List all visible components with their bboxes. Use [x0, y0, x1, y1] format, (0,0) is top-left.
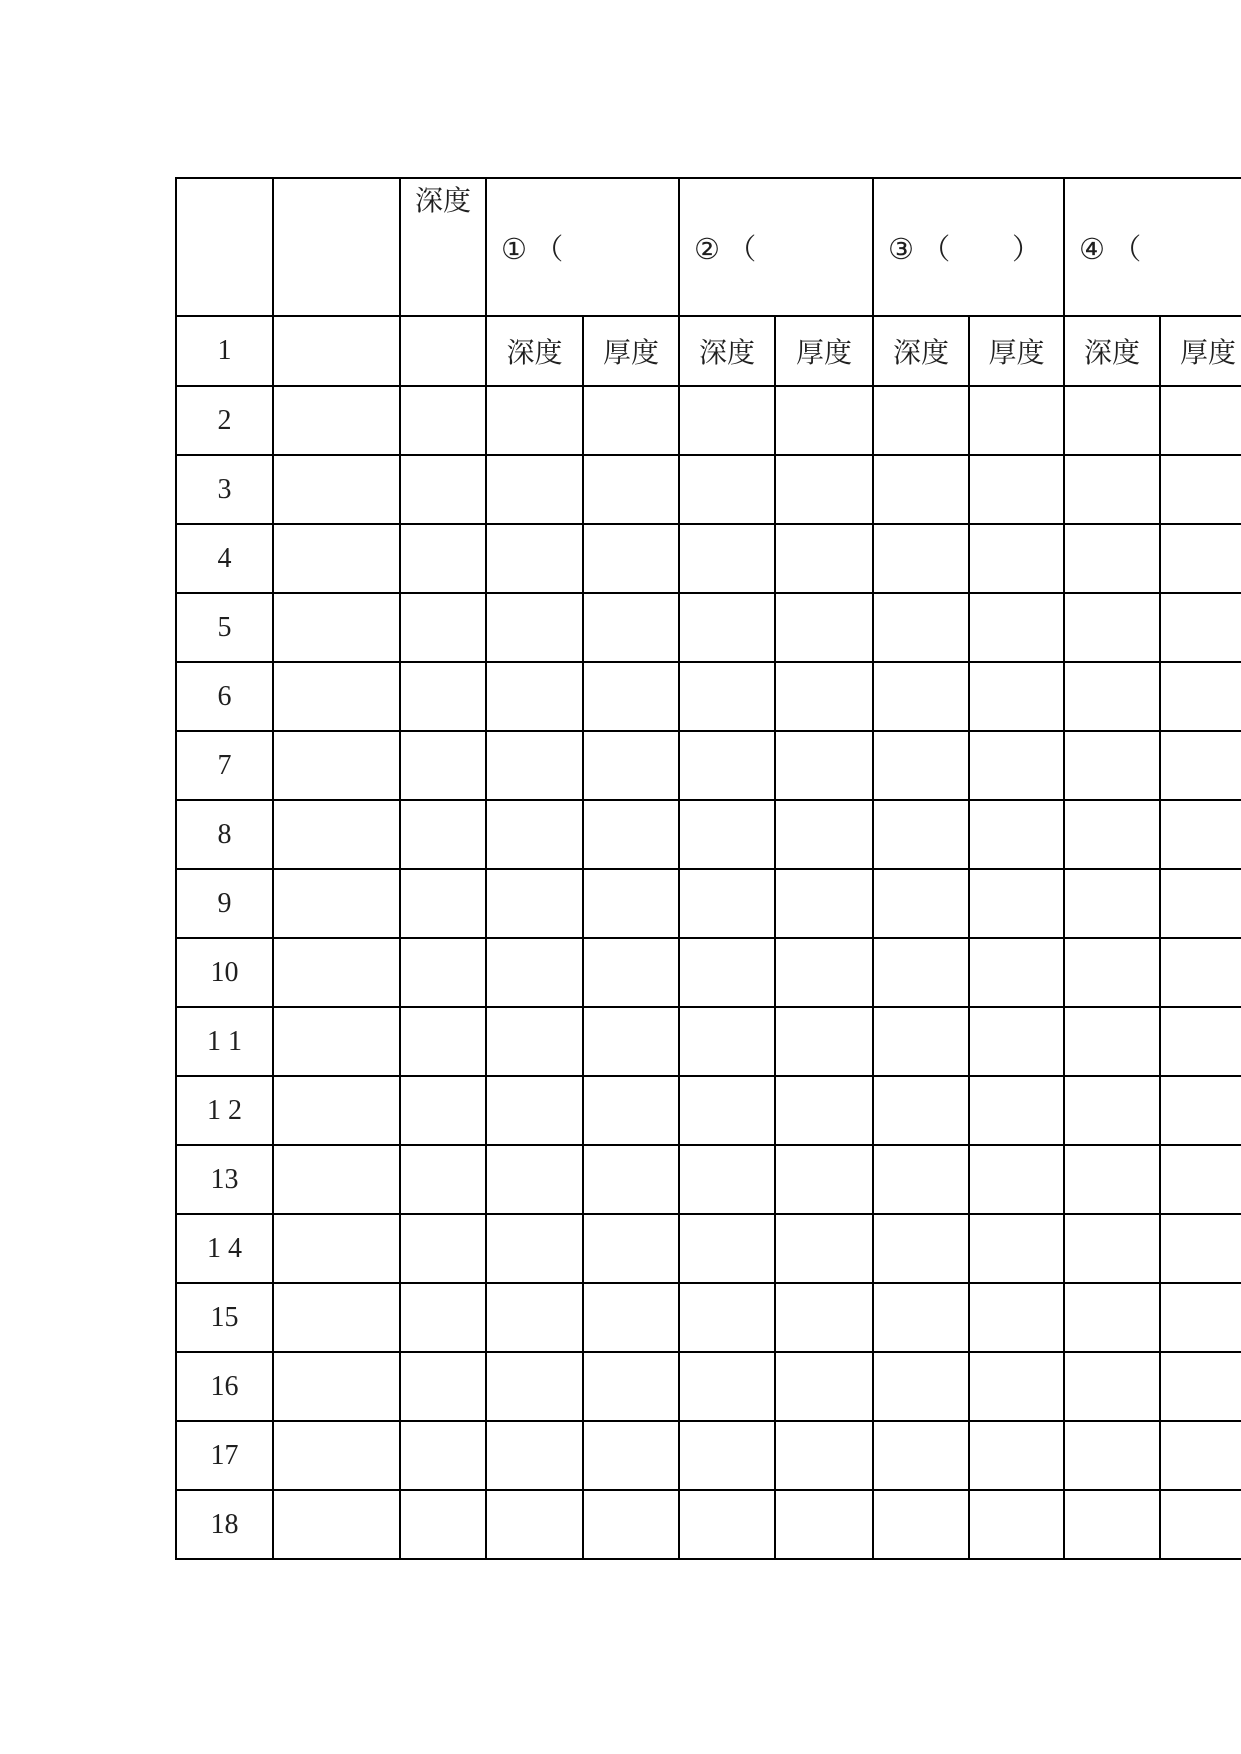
group-2-label: ② （ [694, 233, 757, 266]
table-row [176, 455, 1241, 524]
empty-cell [1064, 800, 1160, 869]
empty-cell [873, 731, 969, 800]
empty-cell [273, 1490, 400, 1559]
table-row [176, 1490, 1241, 1559]
empty-cell [873, 386, 969, 455]
table-row [176, 1421, 1241, 1490]
row-number-cell: 7 [176, 731, 273, 800]
empty-cell [273, 524, 400, 593]
empty-cell [486, 1283, 583, 1352]
empty-cell [679, 1283, 775, 1352]
empty-cell [1064, 524, 1160, 593]
empty-cell [273, 386, 400, 455]
empty-cell [1160, 1421, 1241, 1490]
empty-cell [400, 593, 486, 662]
empty-cell [873, 1283, 969, 1352]
empty-cell [1160, 593, 1241, 662]
table-body [176, 386, 1241, 1559]
empty-cell [273, 800, 400, 869]
subheader-depth-2: 深度 [679, 316, 775, 386]
table-row [176, 1352, 1241, 1421]
empty-cell [486, 1007, 583, 1076]
empty-cell [969, 593, 1064, 662]
empty-cell [679, 938, 775, 1007]
empty-cell [679, 1214, 775, 1283]
depth-thickness-table [175, 177, 1241, 1560]
row-number-cell: 5 [176, 593, 273, 662]
table-row [176, 1214, 1241, 1283]
empty-cell [1064, 1352, 1160, 1421]
empty-cell [1064, 869, 1160, 938]
empty-cell [583, 869, 679, 938]
table-row [176, 1145, 1241, 1214]
empty-cell [1160, 1490, 1241, 1559]
table-row [176, 731, 1241, 800]
row-number-cell: 6 [176, 662, 273, 731]
group-1-label: ① （ [501, 233, 564, 266]
empty-cell [400, 1214, 486, 1283]
empty-cell [873, 1214, 969, 1283]
empty-cell [486, 524, 583, 593]
empty-cell [583, 662, 679, 731]
row-number-cell: 1 2 [176, 1076, 273, 1145]
empty-cell [775, 800, 873, 869]
header-group-4 [1064, 178, 1241, 316]
empty-cell [969, 1007, 1064, 1076]
empty-cell [969, 1421, 1064, 1490]
row-number-cell: 1 1 [176, 1007, 273, 1076]
empty-cell [775, 386, 873, 455]
empty-cell [400, 524, 486, 593]
empty-cell [583, 1352, 679, 1421]
empty-cell [1064, 1421, 1160, 1490]
empty-cell [969, 455, 1064, 524]
group-4-label: ④ （ [1079, 233, 1142, 266]
empty-cell [775, 455, 873, 524]
empty-cell [775, 1421, 873, 1490]
empty-cell [679, 455, 775, 524]
row-number-cell: 15 [176, 1283, 273, 1352]
table-row [176, 1007, 1241, 1076]
empty-cell [583, 1421, 679, 1490]
empty-cell [679, 800, 775, 869]
empty-cell [679, 1421, 775, 1490]
empty-cell [1160, 1145, 1241, 1214]
row-number-cell: 16 [176, 1352, 273, 1421]
empty-cell [969, 662, 1064, 731]
empty-cell [679, 386, 775, 455]
row-number-cell: 8 [176, 800, 273, 869]
empty-cell [583, 731, 679, 800]
empty-cell [583, 1283, 679, 1352]
empty-cell [1160, 869, 1241, 938]
header-group-3 [873, 178, 1064, 316]
empty-cell [1064, 1490, 1160, 1559]
empty-cell [273, 1421, 400, 1490]
row-number-cell: 13 [176, 1145, 273, 1214]
empty-cell [775, 662, 873, 731]
empty-cell [273, 1283, 400, 1352]
table-row [176, 800, 1241, 869]
subheader-depth-1: 深度 [486, 316, 583, 386]
empty-cell [969, 1490, 1064, 1559]
empty-cell [969, 800, 1064, 869]
table-row [176, 593, 1241, 662]
empty-cell [583, 1076, 679, 1145]
table-row [176, 1076, 1241, 1145]
empty-cell [400, 869, 486, 938]
empty-cell [775, 1007, 873, 1076]
empty-cell [1160, 1007, 1241, 1076]
empty-cell [400, 316, 486, 386]
subheader-thickness-2: 厚度 [775, 316, 873, 386]
empty-cell [969, 524, 1064, 593]
empty-cell [273, 1076, 400, 1145]
empty-cell [679, 1352, 775, 1421]
empty-cell [969, 731, 1064, 800]
empty-cell [873, 938, 969, 1007]
header-group-1 [486, 178, 679, 316]
empty-cell [273, 316, 400, 386]
empty-cell [679, 1145, 775, 1214]
empty-cell [873, 455, 969, 524]
table-row [176, 524, 1241, 593]
header-row [176, 178, 1241, 316]
empty-cell [679, 524, 775, 593]
empty-cell [273, 731, 400, 800]
empty-cell [273, 1352, 400, 1421]
empty-cell [583, 800, 679, 869]
empty-cell [679, 1007, 775, 1076]
subheader-thickness-3: 厚度 [969, 316, 1064, 386]
empty-cell [583, 386, 679, 455]
empty-cell [969, 1352, 1064, 1421]
empty-cell [1064, 1283, 1160, 1352]
subheader-depth-4: 深度 [1064, 316, 1160, 386]
empty-cell [873, 1490, 969, 1559]
empty-cell [1160, 524, 1241, 593]
subheader-depth-3: 深度 [873, 316, 969, 386]
table-row [176, 869, 1241, 938]
row-number-cell: 17 [176, 1421, 273, 1490]
empty-cell [873, 800, 969, 869]
empty-cell [679, 869, 775, 938]
empty-cell [583, 1145, 679, 1214]
subheader-thickness-1: 厚度 [583, 316, 679, 386]
empty-cell [486, 800, 583, 869]
empty-cell [1160, 386, 1241, 455]
empty-cell [400, 1283, 486, 1352]
row-number-cell: 2 [176, 386, 273, 455]
row-number-cell: 10 [176, 938, 273, 1007]
empty-cell [679, 662, 775, 731]
empty-cell [679, 593, 775, 662]
empty-cell [1064, 1076, 1160, 1145]
empty-cell [583, 455, 679, 524]
empty-cell [679, 731, 775, 800]
empty-cell [583, 938, 679, 1007]
empty-cell [1160, 800, 1241, 869]
empty-cell [873, 1421, 969, 1490]
row-number-cell: 1 4 [176, 1214, 273, 1283]
table-row [176, 662, 1241, 731]
empty-cell [1064, 1007, 1160, 1076]
empty-cell [679, 1076, 775, 1145]
row-number-cell: 18 [176, 1490, 273, 1559]
empty-cell [1064, 731, 1160, 800]
empty-cell [969, 1283, 1064, 1352]
header-cell-empty-b [273, 178, 400, 316]
empty-cell [400, 386, 486, 455]
empty-cell [273, 662, 400, 731]
empty-cell [775, 1076, 873, 1145]
empty-cell [1160, 662, 1241, 731]
empty-cell [486, 1421, 583, 1490]
empty-cell [775, 869, 873, 938]
empty-cell [775, 938, 873, 1007]
empty-cell [583, 593, 679, 662]
empty-cell [273, 455, 400, 524]
empty-cell [1160, 455, 1241, 524]
empty-cell [873, 593, 969, 662]
empty-cell [775, 1214, 873, 1283]
empty-cell [969, 1076, 1064, 1145]
row-number-cell: 1 [176, 316, 273, 386]
group-3-close-paren: ） [1012, 233, 1042, 266]
subheader-thickness-4: 厚度 [1160, 316, 1241, 386]
table-row [176, 386, 1241, 455]
empty-cell [775, 1283, 873, 1352]
empty-cell [775, 1145, 873, 1214]
empty-cell [775, 593, 873, 662]
empty-cell [1064, 1214, 1160, 1283]
row-number-cell: 9 [176, 869, 273, 938]
empty-cell [486, 593, 583, 662]
empty-cell [969, 1145, 1064, 1214]
table-row [176, 938, 1241, 1007]
empty-cell [1160, 1076, 1241, 1145]
empty-cell [400, 662, 486, 731]
empty-cell [273, 1145, 400, 1214]
empty-cell [1160, 1283, 1241, 1352]
empty-cell [1160, 938, 1241, 1007]
header-depth-label: 深度 [400, 178, 486, 316]
empty-cell [1064, 1145, 1160, 1214]
empty-cell [583, 1490, 679, 1559]
empty-cell [400, 800, 486, 869]
empty-cell [400, 1490, 486, 1559]
empty-cell [273, 1007, 400, 1076]
empty-cell [775, 1352, 873, 1421]
empty-cell [873, 869, 969, 938]
empty-cell [486, 1145, 583, 1214]
empty-cell [1160, 731, 1241, 800]
empty-cell [873, 1007, 969, 1076]
header-group-2 [679, 178, 873, 316]
empty-cell [486, 731, 583, 800]
empty-cell [873, 662, 969, 731]
empty-cell [486, 869, 583, 938]
empty-cell [969, 938, 1064, 1007]
empty-cell [1064, 386, 1160, 455]
empty-cell [486, 938, 583, 1007]
empty-cell [486, 662, 583, 731]
row-number-cell: 3 [176, 455, 273, 524]
empty-cell [273, 593, 400, 662]
empty-cell [273, 1214, 400, 1283]
empty-cell [1064, 938, 1160, 1007]
empty-cell [1064, 593, 1160, 662]
empty-cell [400, 1421, 486, 1490]
empty-cell [969, 1214, 1064, 1283]
empty-cell [873, 1145, 969, 1214]
empty-cell [400, 455, 486, 524]
empty-cell [873, 524, 969, 593]
empty-cell [273, 938, 400, 1007]
empty-cell [400, 938, 486, 1007]
table-row [176, 1283, 1241, 1352]
empty-cell [775, 731, 873, 800]
empty-cell [400, 731, 486, 800]
subheader-row [176, 316, 1241, 386]
empty-cell [486, 455, 583, 524]
empty-cell [583, 1007, 679, 1076]
empty-cell [486, 1214, 583, 1283]
empty-cell [1160, 1214, 1241, 1283]
empty-cell [1064, 662, 1160, 731]
empty-cell [583, 1214, 679, 1283]
empty-cell [969, 386, 1064, 455]
empty-cell [679, 1490, 775, 1559]
empty-cell [400, 1352, 486, 1421]
empty-cell [583, 524, 679, 593]
empty-cell [273, 869, 400, 938]
empty-cell [1160, 1352, 1241, 1421]
empty-cell [486, 386, 583, 455]
empty-cell [1064, 455, 1160, 524]
empty-cell [486, 1490, 583, 1559]
empty-cell [873, 1076, 969, 1145]
empty-cell [400, 1007, 486, 1076]
empty-cell [775, 1490, 873, 1559]
empty-cell [486, 1352, 583, 1421]
group-3-label: ③ （ [888, 233, 951, 266]
empty-cell [969, 869, 1064, 938]
row-number-cell: 4 [176, 524, 273, 593]
empty-cell [400, 1076, 486, 1145]
empty-cell [873, 1352, 969, 1421]
empty-cell [775, 524, 873, 593]
empty-cell [400, 1145, 486, 1214]
empty-cell [486, 1076, 583, 1145]
header-cell-empty-a [176, 178, 273, 316]
